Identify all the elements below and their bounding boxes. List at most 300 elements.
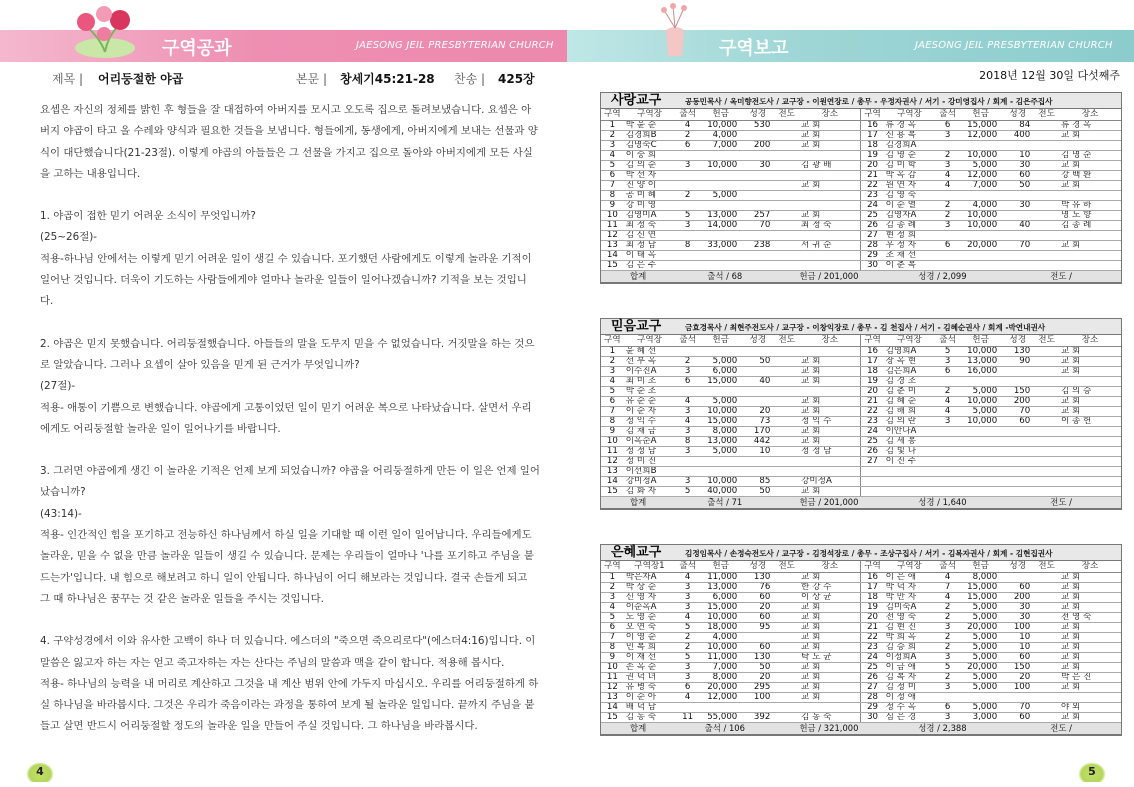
table-cell: 17 [861, 356, 884, 366]
table-cell [799, 230, 861, 240]
table-cell [774, 396, 799, 406]
table-row [601, 692, 1121, 702]
district-report-mideum [600, 318, 1122, 510]
table-cell: 신 용 복 [884, 130, 936, 140]
table-cell: 교 회 [799, 682, 861, 692]
table-cell: 73 [741, 416, 774, 426]
table-cell [1034, 592, 1059, 602]
table-row [601, 612, 1121, 622]
lesson-paragraph: (43:14)- [40, 507, 82, 520]
table-cell: 3 [601, 140, 624, 150]
table-row [601, 150, 1121, 160]
table-cell [774, 120, 799, 130]
table-cell: 18 [861, 592, 884, 602]
right-church-name: JAESONG JEIL PRESBYTERIAN CHURCH [915, 40, 1113, 51]
table-cell: 진 양 이 [624, 180, 676, 190]
column-header: 출석 [935, 109, 960, 120]
table-cell: 530 [741, 120, 774, 130]
table-cell [741, 702, 774, 712]
table-cell [741, 170, 774, 180]
table-cell: 76 [741, 582, 774, 592]
table-row [601, 592, 1121, 602]
table-cell: 교 회 [1059, 682, 1121, 692]
lesson-paragraph: 적용- 인간적인 힘을 포기하고 전능하신 하나님께서 하실 일을 기대할 때 이런 일이 일어납니다. 우리들에게도 놀라운, 믿을 수 없을 만큼 놀라운 일들이 생길 수 있습니다. 문제는 우리들이 얼마나 '나를 포기하고 주님을 붙드는가'입니다. 내 힘으로 해보려고 하니 일이 안됩니다. 하나님이 어디 해보라는 것입니다. 결국 손들게 되고 그 때 하나님은 꿈꾸는 것 같은 놀라운 일들을 주시는 것입니다. [40, 529, 534, 605]
table-row [601, 240, 1121, 250]
table-cell [774, 250, 799, 260]
table-cell: 박 상 순 [624, 582, 676, 592]
table-cell: 130 [1001, 346, 1034, 356]
table-cell [935, 476, 960, 486]
paragraph-gap [40, 440, 540, 461]
table-cell: 3 [601, 592, 624, 602]
table-cell: 이 은 애 [884, 572, 936, 582]
table-cell: 유 병 숙 [624, 682, 676, 692]
table-cell [1034, 672, 1059, 682]
column-header: 출석 [675, 561, 700, 572]
table-cell [1034, 140, 1059, 150]
table-cell: 4 [675, 692, 700, 702]
table-cell [1034, 170, 1059, 180]
table-cell [1034, 456, 1059, 466]
table-cell: 강 백 환 [1059, 170, 1121, 180]
table-cell [700, 466, 741, 476]
table-cell [774, 436, 799, 446]
table-cell [700, 702, 741, 712]
table-cell: 8 [675, 240, 700, 250]
table-cell: 이 정 애 [884, 692, 936, 702]
table-row [601, 672, 1121, 682]
table-cell: 6 [935, 240, 960, 250]
table-cell: 2 [935, 612, 960, 622]
table-cell: 4 [675, 572, 700, 582]
table-cell: 박 만 자 [884, 592, 936, 602]
table-cell [799, 456, 861, 466]
table-cell [1034, 376, 1059, 386]
table-cell: 김 복 자 [884, 672, 936, 682]
table-cell [799, 170, 861, 180]
lesson-title: 어리둥절한 야곱 [98, 72, 184, 86]
table-cell [675, 260, 700, 270]
column-header: 출석 [935, 335, 960, 346]
table-cell [700, 456, 741, 466]
table-cell: 3 [675, 406, 700, 416]
table-cell: 7 [601, 632, 624, 642]
table-cell [935, 466, 960, 476]
table-cell: 8 [601, 416, 624, 426]
summary-evangelism: 전도 / [1001, 270, 1121, 282]
table-cell [741, 632, 774, 642]
table-cell: 정 정 남 [799, 446, 861, 456]
table-cell: 3 [935, 130, 960, 140]
table-row [601, 702, 1121, 712]
table-cell [1034, 396, 1059, 406]
table-cell [884, 466, 936, 476]
summary-offering: 헌금 / 201,000 [774, 270, 883, 282]
column-header: 구역 [861, 561, 884, 572]
table-cell: 강미정A [624, 476, 676, 486]
column-header: 출석 [675, 109, 700, 120]
table-cell: 6 [675, 682, 700, 692]
table-cell [799, 386, 861, 396]
table-cell: 5 [675, 210, 700, 220]
table-cell: 10 [601, 210, 624, 220]
table-cell: 교 회 [1059, 356, 1121, 366]
table-cell: 5,000 [700, 190, 741, 200]
table-cell [741, 230, 774, 240]
table-row [601, 712, 1121, 722]
table-cell: 29 [861, 702, 884, 712]
column-header: 헌금 [960, 561, 1001, 572]
table-cell [774, 140, 799, 150]
district-report-sarang [600, 92, 1122, 284]
table-cell: 2 [601, 130, 624, 140]
table-cell: 10,000 [700, 406, 741, 416]
table-cell: 23 [861, 190, 884, 200]
column-header: 헌금 [700, 335, 741, 346]
column-header: 구역장 [624, 109, 676, 120]
table-cell: 50 [1001, 180, 1034, 190]
table-cell: 27 [861, 682, 884, 692]
table-cell: 김명숙C [624, 140, 676, 150]
table-cell: 3 [675, 602, 700, 612]
table-cell [774, 682, 799, 692]
table-cell [700, 150, 741, 160]
table-cell: 이 순 아 [624, 692, 676, 702]
table-cell [1034, 612, 1059, 622]
table-cell [1034, 150, 1059, 160]
table-cell [774, 376, 799, 386]
table-cell: 33,000 [700, 240, 741, 250]
table-cell: 11,000 [700, 652, 741, 662]
table-row [601, 572, 1121, 582]
district-report-eunhye [600, 544, 1122, 736]
table-cell: 이 춘 복 [884, 260, 936, 270]
table-cell: 6 [935, 702, 960, 712]
table-cell: 16 [861, 346, 884, 356]
lesson-paragraph: 4. 구약성경에서 이와 유사한 고백이 하나 더 있습니다. 에스더의 "죽으면 죽으리로다"(에스더4:16)입니다. 이 말씀은 잃고자 하는 자는 얻고 죽고자하는 자는 산다는 주님의 말씀과 맥을 같이 합니다. 적용해 봅시다. [40, 635, 536, 669]
table-cell [935, 190, 960, 200]
table-cell: 11 [601, 446, 624, 456]
table-cell: 교 회 [799, 672, 861, 682]
summary-label: 합계 [601, 270, 675, 282]
table-cell: 9 [601, 200, 624, 210]
table-cell: 5,000 [960, 702, 1001, 712]
table-cell: 교 회 [799, 356, 861, 366]
table-cell [774, 652, 799, 662]
table-cell [774, 602, 799, 612]
table-cell: 5 [675, 622, 700, 632]
table-cell: 교 회 [799, 426, 861, 436]
table-cell: 5,000 [960, 632, 1001, 642]
column-header: 구역 [601, 109, 624, 120]
table-row [601, 446, 1121, 456]
summary-attendance: 출석 / 106 [675, 722, 774, 734]
table-cell: 50 [741, 486, 774, 496]
table-cell [1034, 346, 1059, 356]
table-cell [675, 230, 700, 240]
table-cell: 70 [1001, 406, 1034, 416]
table-cell [935, 486, 960, 496]
table-cell: 교 회 [1059, 582, 1121, 592]
table-row [601, 662, 1121, 672]
column-header: 헌금 [700, 109, 741, 120]
summary-attendance: 출석 / 71 [675, 496, 774, 508]
table-cell: 신 영 자 [624, 592, 676, 602]
table-cell: 20 [861, 386, 884, 396]
table-row [601, 160, 1121, 170]
table-cell: 3 [935, 712, 960, 722]
table-cell [1001, 476, 1034, 486]
column-header: 구역 [861, 109, 884, 120]
table-cell: 조 채 선 [884, 250, 936, 260]
summary-evangelism: 전도 / [1001, 496, 1121, 508]
column-header: 구역장1 [624, 561, 676, 572]
table-cell: 이 순 자 [624, 406, 676, 416]
column-header: 성경 [1001, 335, 1034, 346]
table-cell: 6 [601, 396, 624, 406]
table-cell: 5,000 [960, 602, 1001, 612]
table-row [601, 486, 1121, 496]
table-cell: 4 [675, 120, 700, 130]
table-cell: 교 회 [1059, 180, 1121, 190]
table-cell: 3 [935, 622, 960, 632]
table-cell [935, 230, 960, 240]
table-cell: 박은자A [624, 572, 676, 582]
table-cell [675, 250, 700, 260]
table-cell: 25 [861, 210, 884, 220]
table-cell: 40 [1001, 220, 1034, 230]
paragraph-gap [40, 185, 540, 206]
table-cell [1059, 466, 1121, 476]
table-cell: 60 [1001, 582, 1034, 592]
table-cell: 12,000 [960, 130, 1001, 140]
table-cell: 2 [935, 210, 960, 220]
table-cell [774, 486, 799, 496]
table-cell: 2 [935, 672, 960, 682]
table-cell [1059, 376, 1121, 386]
table-cell [675, 456, 700, 466]
table-cell: 13,000 [700, 210, 741, 220]
table-cell [741, 250, 774, 260]
table-cell: 5,000 [960, 642, 1001, 652]
table-cell [1001, 692, 1034, 702]
table-cell [774, 702, 799, 712]
table-cell [774, 672, 799, 682]
table-cell: 5 [601, 612, 624, 622]
table-cell: 5,000 [960, 652, 1001, 662]
district-table-box [600, 561, 1122, 736]
table-cell: 노 영 순 [624, 612, 676, 622]
table-cell: 15,000 [960, 582, 1001, 592]
table-cell [675, 702, 700, 712]
table-cell: 10,000 [700, 160, 741, 170]
table-cell: 2 [935, 386, 960, 396]
table-cell: 교 회 [1059, 642, 1121, 652]
table-cell [799, 150, 861, 160]
table-cell: 교 회 [1059, 602, 1121, 612]
table-cell: 4,000 [700, 130, 741, 140]
table-cell: 3 [675, 582, 700, 592]
table-cell [774, 582, 799, 592]
table-cell: 김영희A [884, 346, 936, 356]
table-cell [774, 180, 799, 190]
table-cell [1059, 426, 1121, 436]
table-cell: 16 [861, 120, 884, 130]
table-cell: 교 회 [799, 486, 861, 496]
column-header: 구역 [861, 335, 884, 346]
table-cell [675, 466, 700, 476]
table-cell: 2 [675, 356, 700, 366]
table-cell: 교 회 [1059, 160, 1121, 170]
table-cell: 5,000 [700, 396, 741, 406]
table-row [601, 120, 1121, 130]
table-cell [960, 250, 1001, 260]
table-cell: 3 [675, 592, 700, 602]
table-cell: 교 회 [799, 572, 861, 582]
table-row [601, 682, 1121, 692]
table-cell: 4,000 [960, 200, 1001, 210]
table-cell [1034, 220, 1059, 230]
table-cell: 24 [861, 200, 884, 210]
table-cell: 교 회 [799, 140, 861, 150]
table-cell [1034, 180, 1059, 190]
table-cell: 5,000 [960, 682, 1001, 692]
table-cell [1034, 682, 1059, 692]
table-cell [1034, 200, 1059, 210]
table-cell [774, 130, 799, 140]
table-cell: 10 [1001, 632, 1034, 642]
hymn-number: 425장 [498, 72, 535, 86]
lesson-paragraph: (27절)- [40, 380, 76, 393]
lesson-paragraph: 적용- 애통이 기쁨으로 변했습니다. 야곱에게 고통이었던 일이 믿기 어려운 복으로 나타났습니다. 살면서 우리에게도 어리둥절할 놀라운 일이 일어나기를 바랍니다. [40, 401, 532, 435]
district-staff: 김정임목사 / 손정숙전도사 / 교구장 - 김정석장로 / 총무 - 조상구집사 / 서기 - 김복자권사 / 회계 - 김현집권사 [685, 549, 1053, 558]
table-cell [741, 346, 774, 356]
table-cell: 1 [601, 346, 624, 356]
table-cell: 3 [935, 652, 960, 662]
table-cell [1059, 260, 1121, 270]
table-cell: 김경희A [884, 140, 936, 150]
table-cell [1034, 240, 1059, 250]
district-name: 사랑교구 [611, 93, 662, 108]
table-cell: 26 [861, 446, 884, 456]
table-cell: 박 희 옥 [884, 632, 936, 642]
table-cell: 10 [1001, 642, 1034, 652]
table-cell: 원 연 자 [884, 180, 936, 190]
table-cell [960, 456, 1001, 466]
table-cell: 30 [1001, 612, 1034, 622]
table-cell: 전 영 숙 [884, 612, 936, 622]
table-cell: 정 수 옥 [884, 702, 936, 712]
table-cell: 김 춘 미 [884, 386, 936, 396]
table-cell: 이순옥A [624, 602, 676, 612]
table-cell: 20 [741, 406, 774, 416]
table-cell: 이선희B [624, 466, 676, 476]
table-cell: 김 광 배 [799, 160, 861, 170]
table-cell [1034, 160, 1059, 170]
summary-attendance: 출석 / 68 [675, 270, 774, 282]
table-cell: 4 [601, 150, 624, 160]
table-cell: 10,000 [960, 416, 1001, 426]
table-cell: 3 [675, 476, 700, 486]
table-cell: 박 유 하 [1059, 200, 1121, 210]
table-cell [960, 140, 1001, 150]
table-cell [774, 260, 799, 270]
table-cell: 11 [601, 220, 624, 230]
table-cell: 이 진 주 [884, 456, 936, 466]
table-cell: 30 [1001, 602, 1034, 612]
table-cell: 최 정 숙 [624, 220, 676, 230]
table-cell: 박 덕 자 [884, 582, 936, 592]
table-cell: 442 [741, 436, 774, 446]
table-cell: 교 회 [799, 130, 861, 140]
table-cell: 13,000 [960, 356, 1001, 366]
table-cell [1001, 230, 1034, 240]
table-cell: 20,000 [960, 240, 1001, 250]
table-cell [774, 386, 799, 396]
table-cell [1001, 140, 1034, 150]
table-cell [960, 692, 1001, 702]
table-cell: 김 빛 나 [884, 446, 936, 456]
table-cell: 교 회 [1059, 652, 1121, 662]
table-cell: 23 [861, 416, 884, 426]
table-cell: 70 [1001, 702, 1034, 712]
table-row [601, 230, 1121, 240]
table-cell: 2 [675, 130, 700, 140]
table-cell [774, 592, 799, 602]
table-cell: 3 [601, 366, 624, 376]
table-cell: 박 은 진 [1059, 672, 1121, 682]
table-cell [935, 260, 960, 270]
table-cell: 교 회 [1059, 130, 1121, 140]
summary-label: 합계 [601, 722, 675, 734]
table-cell [1034, 426, 1059, 436]
lesson-paragraph: 적용- 하나님의 능력을 내 머리로 계산하고 그것을 내 계산 범위 안에 가두지 마십시오. 우리를 어리둥절하게 하실 하나님을 바라봅시다. 그것은 우리가 죽음이라는 과정을 통하여 보게 될 놀라운 일입니다. 끝까지 주님을 붙들고 살면 반드시 어리둥절할 정도의 놀라운 일을 만들어 주실 것입니다. 그 하나님을 바라봅시다. [40, 677, 539, 733]
table-cell: 7 [601, 406, 624, 416]
table-cell [1034, 476, 1059, 486]
table-cell [799, 250, 861, 260]
table-cell: 10,000 [700, 612, 741, 622]
table-cell: 4 [675, 612, 700, 622]
column-header: 전도 [774, 335, 799, 346]
table-cell [774, 356, 799, 366]
table-cell: 8 [601, 642, 624, 652]
table-cell [1034, 366, 1059, 376]
table-cell: 김 미 학 [884, 160, 936, 170]
column-header: 장소 [1059, 335, 1121, 346]
table-cell: 130 [741, 652, 774, 662]
table-cell: 3 [935, 220, 960, 230]
table-cell: 10,000 [960, 346, 1001, 356]
summary-label: 합계 [601, 496, 675, 508]
table-cell: 1 [601, 572, 624, 582]
table-cell: 정 익 수 [624, 416, 676, 426]
table-cell [675, 386, 700, 396]
table-cell: 400 [1001, 130, 1034, 140]
table-cell [799, 466, 861, 476]
table-cell: 교 회 [1059, 396, 1121, 406]
table-cell: 30 [741, 160, 774, 170]
column-header: 장소 [799, 109, 861, 120]
table-cell: 박 순 조 [624, 386, 676, 396]
table-cell: 교 회 [1059, 712, 1121, 722]
table-cell: 교 회 [799, 396, 861, 406]
table-cell: 교 회 [799, 602, 861, 612]
scripture-reference: 창세기45:21-28 [340, 72, 435, 86]
column-header: 전도 [1034, 109, 1059, 120]
table-cell: 14,000 [700, 220, 741, 230]
table-cell [799, 346, 861, 356]
table-cell [675, 200, 700, 210]
